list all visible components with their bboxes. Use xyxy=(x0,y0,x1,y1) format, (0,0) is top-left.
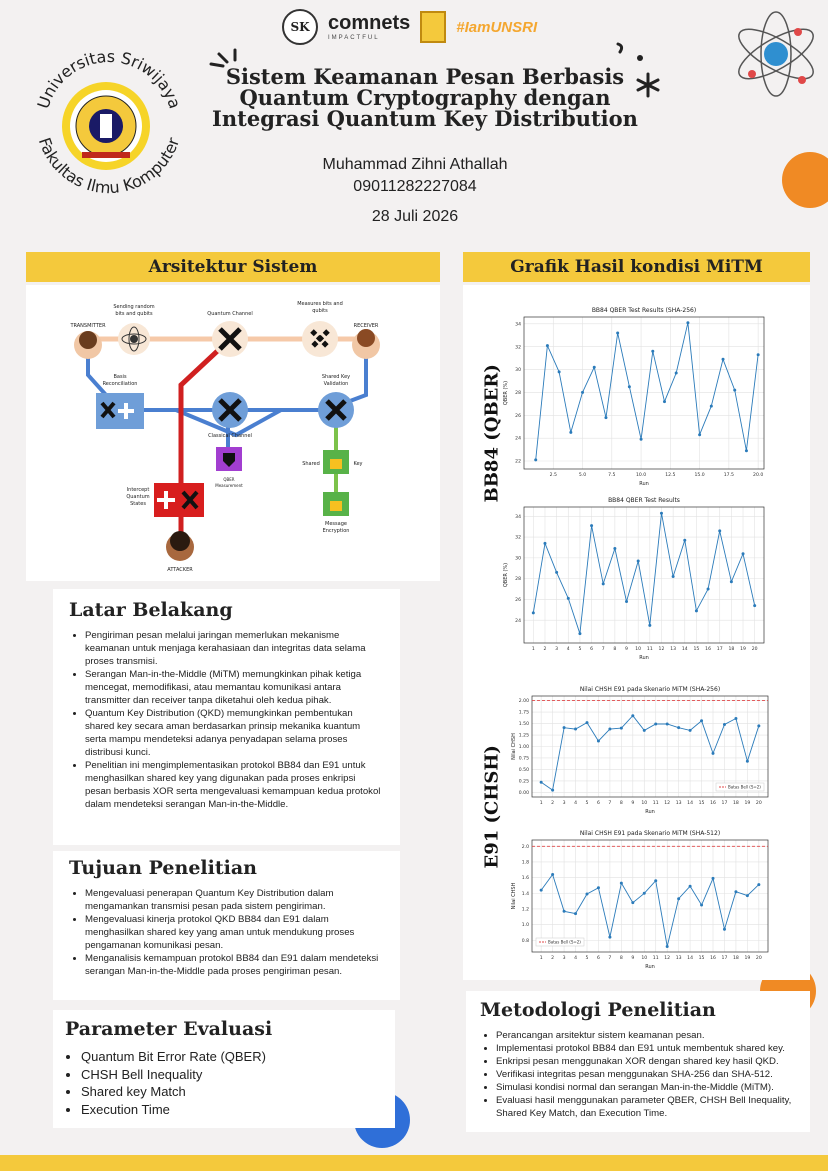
sk-logo: SK xyxy=(282,9,318,45)
data-point xyxy=(686,321,689,324)
x-tick-label: 16 xyxy=(705,647,712,652)
sending-label: Sending random bits and qubits xyxy=(113,304,155,317)
title-line: Quantum Cryptography dengan xyxy=(239,85,611,110)
data-point xyxy=(585,721,588,724)
data-point xyxy=(567,597,570,600)
data-point xyxy=(551,789,554,792)
metodologi-item: • Evaluasi hasil menggunakan parameter QBER, CHSH Bell Inequality, Shared Key Match, dan Execution Time. xyxy=(496,1094,796,1120)
receiver-label: RECEIVER xyxy=(353,323,379,329)
data-point xyxy=(734,717,737,720)
x-tick-label: 1 xyxy=(539,956,543,961)
series-line xyxy=(541,875,759,947)
x-tick-label: 2 xyxy=(551,801,555,806)
data-point xyxy=(569,431,572,434)
data-point xyxy=(643,729,646,732)
measures-label: Measures bits and qubits xyxy=(297,301,343,314)
data-point xyxy=(712,877,715,880)
y-tick-label: 0.50 xyxy=(518,768,529,774)
x-tick-label: 14 xyxy=(681,647,688,652)
x-tick-label: 11 xyxy=(652,956,659,961)
y-tick-label: 28 xyxy=(515,391,521,397)
x-axis-label: Run xyxy=(639,481,649,487)
x-tick-label: 6 xyxy=(596,956,600,961)
latar-belakang-card xyxy=(53,589,400,845)
parameter-heading: Parameter Evaluasi xyxy=(65,1018,273,1040)
data-point xyxy=(718,529,721,532)
x-tick-label: 17 xyxy=(721,956,728,961)
latar-item: • Quantum Key Distribution (QKD) memungkinkan pembentukan shared key secara aman berdasarkan prinsip mekanika kuantum serta mampu mendeteksi adanya penyadapan selama proses distribusi kunci. xyxy=(85,707,384,759)
validation-label: Shared Key Validation xyxy=(321,374,351,387)
y-tick-label: 1.75 xyxy=(518,710,529,716)
quantum-channel-label: Quantum Channel xyxy=(207,311,253,317)
x-tick-label: 15 xyxy=(698,801,705,806)
data-point xyxy=(722,358,725,361)
data-point xyxy=(602,582,605,585)
y-tick-label: 1.25 xyxy=(518,733,529,739)
tujuan-item: • Mengevaluasi penerapan Quantum Key Distribution dalam mengamankan transmisi pesan pada sistem pengiriman. xyxy=(85,887,384,913)
data-point xyxy=(710,405,713,408)
qber-label: QBER Measurement xyxy=(215,477,243,488)
data-point xyxy=(608,936,611,939)
metodologi-item: • Enkripsi pesan menggunakan XOR dengan shared key hasil QKD. xyxy=(496,1055,796,1068)
x-tick-label: 9 xyxy=(631,801,635,806)
university-name: Universitas Sriwijaya xyxy=(33,46,185,112)
y-tick-label: 1.0 xyxy=(521,923,529,929)
data-point xyxy=(558,370,561,373)
data-point xyxy=(675,372,678,375)
tujuan-item: • Mengevaluasi kinerja protokol QKD BB84 dan E91 dalam menghasilkan shared key yang aman untuk mendukung proses pengamanan komunikasi pesan. xyxy=(85,913,384,952)
x-tick-label: 18 xyxy=(728,647,735,652)
x-tick-label: 1 xyxy=(539,801,543,806)
data-point xyxy=(654,723,657,726)
latar-heading: Latar Belakang xyxy=(69,599,233,621)
qubit-atom-icon xyxy=(130,335,138,343)
y-axis-label: QBER (%) xyxy=(503,380,509,406)
x-tick-label: 7 xyxy=(608,956,612,961)
x-axis-label: Run xyxy=(639,655,649,661)
metodologi-item: • Simulasi kondisi normal dan serangan Man-in-the-Middle (MiTM). xyxy=(496,1081,796,1094)
data-point xyxy=(745,449,748,452)
data-point xyxy=(683,539,686,542)
x-tick-label: 13 xyxy=(670,647,677,652)
chart-title: Nilai CHSH E91 pada Skenario MiTM (SHA-256) xyxy=(579,686,721,693)
data-point xyxy=(666,723,669,726)
x-tick-label: 20 xyxy=(755,956,762,961)
data-point xyxy=(651,350,654,353)
logo-row xyxy=(282,8,537,46)
data-point xyxy=(631,714,634,717)
latar-item: • Serangan Man-in-the-Middle (MiTM) memungkinkan pihak ketiga mencegat, memodifikasi, atau memantau komunikasi antara transmitter dan receiver tanpa diketahui oleh kedua pihak. xyxy=(85,668,384,707)
x-tick-label: 5 xyxy=(585,956,589,961)
faculty-name: Fakultas Ilmu Komputer xyxy=(34,135,184,198)
plot-frame xyxy=(532,840,768,952)
y-tick-label: 1.4 xyxy=(521,891,529,897)
metodologi-heading: Metodologi Penelitian xyxy=(480,999,716,1021)
x-tick-label: 20 xyxy=(755,801,762,806)
x-axis-label: Run xyxy=(645,809,655,815)
orange-circle-decoration xyxy=(782,152,828,208)
bottom-accent-bar xyxy=(0,1155,828,1171)
data-point xyxy=(666,945,669,948)
data-point xyxy=(757,883,760,886)
title-line: Sistem Keamanan Pesan Berbasis xyxy=(225,64,625,89)
data-point xyxy=(590,524,593,527)
poster-date: 28 Juli 2026 xyxy=(371,208,459,225)
y-tick-label: 22 xyxy=(515,459,521,465)
data-point xyxy=(707,588,710,591)
x-tick-label: 2.5 xyxy=(549,473,557,478)
title-line: Integrasi Quantum Key Distribution xyxy=(212,106,638,131)
key-label: Key xyxy=(353,461,363,467)
x-tick-label: 19 xyxy=(740,647,746,652)
data-point xyxy=(574,728,577,731)
y-tick-label: 1.50 xyxy=(518,722,529,728)
data-point xyxy=(742,552,745,555)
x-tick-label: 4 xyxy=(574,801,578,806)
encryption-label: Message Encryption xyxy=(322,521,350,534)
data-point xyxy=(563,910,566,913)
arsitektur-heading: Arsitektur Sistem xyxy=(26,252,440,282)
y-tick-label: 26 xyxy=(515,597,521,603)
x-tick-label: 4 xyxy=(566,647,570,652)
data-point xyxy=(597,739,600,742)
data-point xyxy=(723,723,726,726)
x-tick-label: 15 xyxy=(698,956,705,961)
y-axis-label: Nilai CHSH xyxy=(511,733,517,760)
y-tick-label: 0.75 xyxy=(518,756,529,762)
data-point xyxy=(574,912,577,915)
y-tick-label: 24 xyxy=(515,436,521,442)
data-point xyxy=(698,433,701,436)
series-line xyxy=(533,513,754,634)
data-point xyxy=(625,600,628,603)
poster-title xyxy=(200,66,650,129)
data-point xyxy=(753,604,756,607)
chart-e91-sha512 xyxy=(508,826,774,974)
x-tick-label: 5 xyxy=(585,801,589,806)
chart-bb84-default xyxy=(500,493,770,665)
data-point xyxy=(660,512,663,515)
data-point xyxy=(616,332,619,335)
data-point xyxy=(534,458,537,461)
y-tick-label: 32 xyxy=(515,535,521,541)
data-point xyxy=(608,728,611,731)
parameter-item: • Execution Time xyxy=(81,1101,383,1119)
data-point xyxy=(578,632,581,635)
data-point xyxy=(654,879,657,882)
x-tick-label: 18 xyxy=(732,956,739,961)
x-tick-label: 13 xyxy=(675,956,682,961)
data-point xyxy=(628,385,631,388)
y-tick-label: 1.2 xyxy=(521,907,529,913)
university-logo xyxy=(24,40,194,210)
x-tick-label: 3 xyxy=(562,956,566,961)
y-axis-label: Nilai CHSH xyxy=(511,882,517,910)
latar-item: • Penelitian ini mengimplementasikan protokol BB84 dan E91 untuk menghasilkan shared key yang digunakan pada proses enkripsi pesan berbasis XOR serta mengevaluasi kemampuan kedua protokol dalam mendeteksi serangan Man-in-the-Middle. xyxy=(85,759,384,811)
metodologi-item: • Perancangan arsitektur sistem keamanan pesan. xyxy=(496,1029,796,1042)
data-point xyxy=(551,873,554,876)
x-tick-label: 7 xyxy=(608,801,612,806)
x-tick-label: 20.0 xyxy=(753,473,764,478)
shared-label: Shared xyxy=(302,461,320,467)
plot-frame xyxy=(524,317,764,469)
x-tick-label: 19 xyxy=(744,956,751,961)
legend-label: Batas Bell (S=2) xyxy=(728,784,761,790)
x-tick-label: 12.5 xyxy=(665,473,676,478)
x-tick-label: 3 xyxy=(555,647,559,652)
x-tick-label: 10 xyxy=(641,801,648,806)
x-tick-label: 17 xyxy=(716,647,723,652)
attacker-label: ATTACKER xyxy=(167,567,193,573)
plot-frame xyxy=(524,507,764,643)
x-tick-label: 10 xyxy=(641,956,648,961)
x-tick-label: 5 xyxy=(578,647,582,652)
data-point xyxy=(689,729,692,732)
x-axis-label: Run xyxy=(645,964,655,970)
x-tick-label: 4 xyxy=(574,956,578,961)
x-tick-label: 2 xyxy=(551,956,555,961)
data-point xyxy=(695,609,698,612)
metodologi-card xyxy=(466,991,810,1132)
data-point xyxy=(733,389,736,392)
x-tick-label: 20 xyxy=(751,647,758,652)
data-point xyxy=(540,889,543,892)
y-tick-label: 28 xyxy=(515,577,521,583)
transmitter-label: TRANSMITTER xyxy=(70,323,106,329)
x-tick-label: 14 xyxy=(687,801,694,806)
data-point xyxy=(734,890,737,893)
x-tick-label: 17 xyxy=(721,801,728,806)
e91-axis-label: E91 (CHSH) xyxy=(481,745,503,869)
parameter-item: • Quantum Bit Error Rate (QBER) xyxy=(81,1048,383,1066)
y-tick-label: 0.00 xyxy=(518,791,529,797)
y-tick-label: 1.8 xyxy=(521,860,529,866)
y-tick-label: 1.6 xyxy=(521,876,529,882)
data-point xyxy=(700,719,703,722)
comnets-logo-text: comnets xyxy=(328,12,411,34)
data-point xyxy=(593,366,596,369)
parameter-list xyxy=(65,1048,383,1118)
atom-icon xyxy=(732,0,828,110)
data-point xyxy=(689,885,692,888)
x-tick-label: 1 xyxy=(531,647,535,652)
y-tick-label: 0.25 xyxy=(518,779,529,785)
data-point xyxy=(640,438,643,441)
data-point xyxy=(648,624,651,627)
tujuan-heading: Tujuan Penelitian xyxy=(69,857,257,879)
data-point xyxy=(663,400,666,403)
y-tick-label: 2.00 xyxy=(518,699,529,705)
data-point xyxy=(672,575,675,578)
x-tick-label: 11 xyxy=(652,801,659,806)
x-tick-label: 15.0 xyxy=(694,473,705,478)
x-tick-label: 10 xyxy=(635,647,642,652)
x-tick-label: 8 xyxy=(619,956,623,961)
x-tick-label: 11 xyxy=(646,647,653,652)
data-point xyxy=(620,882,623,885)
data-point xyxy=(555,571,558,574)
x-tick-label: 15 xyxy=(693,647,700,652)
data-point xyxy=(597,886,600,889)
comnets-logo-tag: IMPACTFUL xyxy=(328,35,380,41)
x-tick-label: 16 xyxy=(710,801,716,806)
data-point xyxy=(677,726,680,729)
parameter-item: • Shared key Match xyxy=(81,1083,383,1101)
x-tick-label: 18 xyxy=(732,801,739,806)
data-point xyxy=(532,611,535,614)
x-tick-label: 8 xyxy=(613,647,617,652)
x-tick-label: 2 xyxy=(543,647,547,652)
chart-title: BB84 QBER Test Results (SHA-256) xyxy=(591,307,697,314)
data-point xyxy=(723,928,726,931)
y-tick-label: 24 xyxy=(515,618,521,624)
latar-item: • Pengiriman pesan melalui jaringan memerlukan mekanisme keamanan untuk menjaga kerahasiaan dan integritas data selama proses transmisi. xyxy=(85,629,384,668)
tujuan-list xyxy=(69,887,384,978)
data-point xyxy=(563,726,566,729)
latar-list xyxy=(69,629,384,811)
bb84-axis-label: BB84 (QBER) xyxy=(481,364,503,503)
x-tick-label: 6 xyxy=(596,801,600,806)
legend-label: Batas Bell (S=2) xyxy=(548,939,581,945)
x-tick-label: 8 xyxy=(619,801,623,806)
y-tick-label: 34 xyxy=(515,322,521,328)
data-point xyxy=(746,760,749,763)
data-point xyxy=(677,897,680,900)
x-tick-label: 16 xyxy=(710,956,716,961)
x-tick-label: 17.5 xyxy=(723,473,734,478)
metodologi-list xyxy=(480,1029,796,1120)
data-point xyxy=(546,344,549,347)
x-tick-label: 19 xyxy=(744,801,751,806)
intercept-label: Intercept Quantum States xyxy=(126,487,150,507)
data-point xyxy=(631,901,634,904)
data-point xyxy=(540,781,543,784)
data-point xyxy=(730,580,733,583)
x-tick-label: 14 xyxy=(687,956,694,961)
x-tick-label: 5.0 xyxy=(578,473,587,478)
x-tick-label: 12 xyxy=(658,647,665,652)
y-tick-label: 34 xyxy=(515,514,521,520)
data-point xyxy=(585,893,588,896)
x-tick-label: 7 xyxy=(601,647,605,652)
data-point xyxy=(700,904,703,907)
data-point xyxy=(757,353,760,356)
y-tick-label: 32 xyxy=(515,345,521,351)
data-point xyxy=(637,559,640,562)
data-point xyxy=(581,391,584,394)
y-tick-label: 30 xyxy=(515,556,521,562)
metodologi-item: • Implementasi protokol BB84 dan E91 untuk membentuk shared key. xyxy=(496,1042,796,1055)
data-point xyxy=(620,727,623,730)
architecture-diagram xyxy=(26,285,440,581)
chart-bb84-sha256 xyxy=(500,303,770,491)
data-point xyxy=(746,894,749,897)
data-point xyxy=(757,724,760,727)
series-line xyxy=(541,716,759,790)
author-nim: 09011282227084 xyxy=(353,178,477,195)
parameter-item: • CHSH Bell Inequality xyxy=(81,1066,383,1084)
x-tick-label: 9 xyxy=(625,647,628,652)
parameter-card xyxy=(53,1010,395,1128)
y-tick-label: 30 xyxy=(515,368,521,374)
x-tick-label: 12 xyxy=(664,801,671,806)
metodologi-item: • Verifikasi integritas pesan menggunakan SHA-256 dan SHA-512. xyxy=(496,1068,796,1081)
data-point xyxy=(604,416,607,419)
y-axis-label: QBER (%) xyxy=(503,562,509,588)
x-tick-label: 9 xyxy=(631,956,635,961)
chart-title: Nilai CHSH E91 pada Skenario MiTM (SHA-512) xyxy=(579,830,721,837)
data-point xyxy=(643,892,646,895)
x-tick-label: 3 xyxy=(562,801,566,806)
x-tick-label: 13 xyxy=(675,801,682,806)
series-line xyxy=(536,323,758,460)
author-name: Muhammad Zihni Athallah xyxy=(322,156,508,173)
y-tick-label: 2.0 xyxy=(521,844,529,850)
hashtag-logo: #IamUNSRI xyxy=(456,18,538,36)
grafik-heading: Grafik Hasil kondisi MiTM xyxy=(463,252,810,282)
classical-channel-label: Classical Channel xyxy=(208,433,252,439)
comnets-logo xyxy=(328,13,410,41)
chart-title: BB84 QBER Test Results xyxy=(608,497,680,504)
y-tick-label: 1.00 xyxy=(518,745,529,751)
faculty-badge-logo xyxy=(420,11,446,43)
x-tick-label: 12 xyxy=(664,956,671,961)
tujuan-card xyxy=(53,851,400,1000)
y-tick-label: 0.8 xyxy=(521,938,529,944)
x-tick-label: 7.5 xyxy=(608,473,616,478)
data-point xyxy=(712,752,715,755)
data-point xyxy=(613,547,616,550)
tujuan-item: • Menganalisis kemampuan protokol BB84 dan E91 dalam mendeteksi serangan Man-in-the-Middle pada proses pengiriman pesan. xyxy=(85,952,384,978)
chart-e91-sha256 xyxy=(508,682,774,819)
x-tick-label: 6 xyxy=(590,647,594,652)
y-tick-label: 26 xyxy=(515,413,521,419)
data-point xyxy=(543,542,546,545)
x-tick-label: 10.0 xyxy=(635,473,647,478)
basis-label: Basis Reconciliation xyxy=(102,374,138,387)
